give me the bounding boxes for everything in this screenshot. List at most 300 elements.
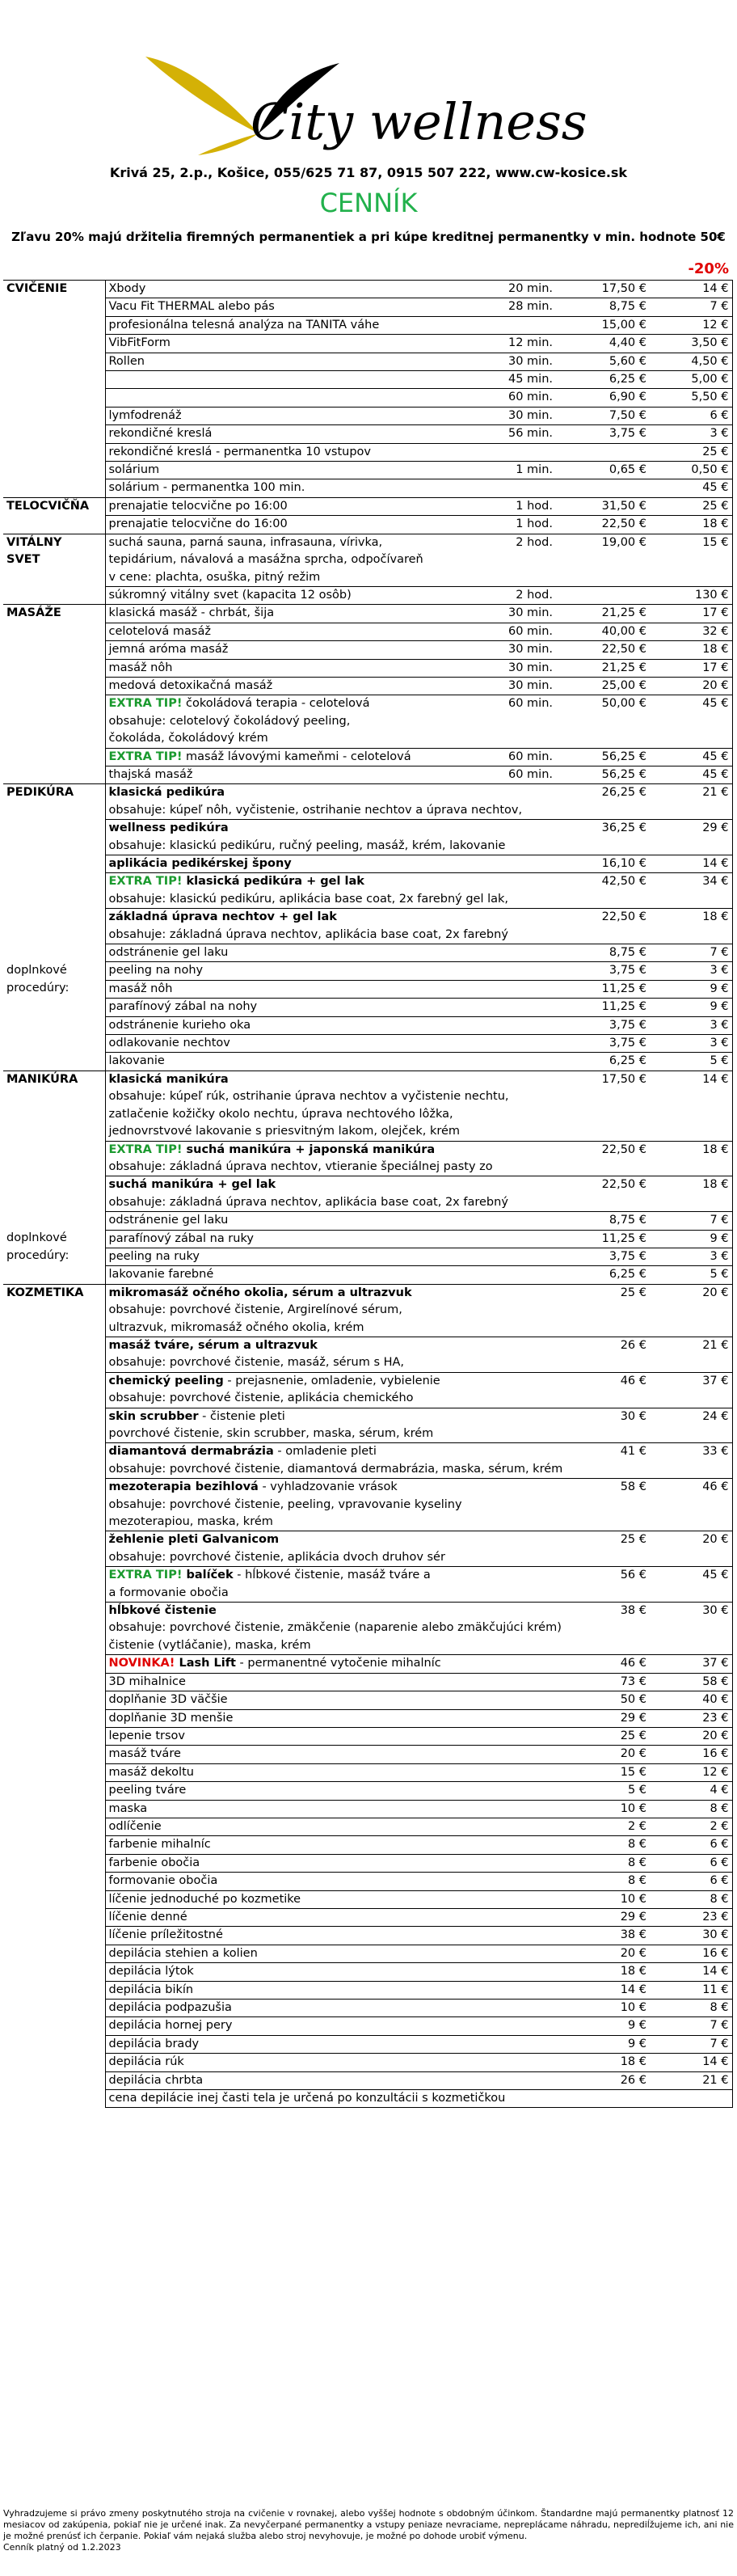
table-row	[3, 1053, 732, 1071]
discount-price-cell: 7 €	[650, 1212, 732, 1230]
duration-cell: 2 hod.	[501, 534, 561, 551]
duration-cell	[501, 909, 561, 927]
price-cell	[561, 551, 650, 568]
duration-cell	[501, 1727, 561, 1745]
discount-price-cell: 3 €	[650, 962, 732, 980]
category-cell	[3, 1497, 105, 1514]
category-cell	[3, 1585, 105, 1603]
category-cell	[3, 353, 105, 370]
service-text: odlakovanie nechtov	[108, 1037, 230, 1050]
discount-price-cell: 18 €	[650, 909, 732, 927]
table-row	[3, 1836, 732, 1854]
service-cell	[105, 1567, 501, 1585]
service-cell	[105, 1655, 501, 1673]
price-cell: 6,25 €	[561, 371, 650, 389]
price-cell: 3,75 €	[561, 425, 650, 443]
service-cell	[105, 1106, 501, 1123]
duration-cell	[501, 927, 561, 944]
service-text: jednovrstvové lakovanie s priesvitným lakom, olejček, krém	[108, 1125, 461, 1138]
table-row	[3, 1981, 732, 1999]
category-cell	[3, 1141, 105, 1159]
service-cell	[105, 1818, 501, 1835]
price-cell: 5,60 €	[561, 353, 650, 370]
duration-cell: 1 min.	[501, 462, 561, 479]
table-row	[3, 1106, 732, 1123]
discount-price-cell: 58 €	[650, 1673, 732, 1691]
discount-price-cell: 8 €	[650, 1800, 732, 1818]
category-cell	[3, 2000, 105, 2017]
table-row	[3, 927, 732, 944]
service-text: obsahuje: klasickú pedikúru, aplikácia base coat, 2x farebný gel lak,	[108, 892, 509, 906]
duration-cell: 30 min.	[501, 605, 561, 623]
duration-cell: 28 min.	[501, 298, 561, 316]
service-cell	[105, 1854, 501, 1872]
duration-cell	[501, 820, 561, 838]
service-cell	[105, 1497, 501, 1514]
service-text: peeling na ruky	[108, 1249, 200, 1263]
service-cell	[105, 1963, 501, 1981]
table-row	[3, 1194, 732, 1212]
table-row	[3, 980, 732, 998]
discount-price-cell: 16 €	[650, 1746, 732, 1763]
table-row	[3, 1890, 732, 1908]
table-row	[3, 1159, 732, 1176]
category-cell	[3, 1123, 105, 1141]
price-cell	[561, 1549, 650, 1567]
table-row	[3, 1071, 732, 1088]
service-text: klasická pedikúra + gel lak	[182, 875, 364, 889]
discount-price-cell: 17 €	[650, 605, 732, 623]
service-text: obsahuje: povrchové čistenie, aplikácia chemického	[108, 1391, 414, 1405]
table-row	[3, 1514, 732, 1531]
service-cell	[105, 1337, 501, 1354]
category-cell	[3, 1620, 105, 1636]
price-cell: 4,40 €	[561, 335, 650, 353]
duration-cell	[501, 1284, 561, 1302]
duration-cell	[501, 2017, 561, 2035]
discount-price-cell: 45 €	[650, 1567, 732, 1585]
table-row	[3, 479, 732, 497]
duration-cell	[501, 1585, 561, 1603]
service-text: obsahuje: základná úprava nechtov, aplikácia base coat, 2x farebný	[108, 927, 508, 941]
service-cell	[105, 766, 501, 783]
table-row	[3, 1337, 732, 1354]
service-cell	[105, 1320, 501, 1337]
price-cell: 20 €	[561, 1746, 650, 1763]
service-text: - omladenie pleti	[273, 1445, 377, 1459]
category-cell	[3, 1479, 105, 1497]
service-cell	[105, 1890, 501, 1908]
price-cell: 11,25 €	[561, 1230, 650, 1248]
price-cell: 42,50 €	[601, 875, 646, 889]
category-cell	[3, 1461, 105, 1479]
table-row	[3, 1461, 732, 1479]
category-cell	[3, 2071, 105, 2089]
price-cell: 46 €	[620, 1374, 646, 1387]
table-row	[3, 534, 732, 551]
service-text: lakovanie	[108, 1054, 165, 1068]
table-row	[3, 695, 732, 713]
table-row	[3, 623, 732, 640]
discount-price-cell	[650, 1106, 732, 1123]
price-cell: 38 €	[620, 1604, 646, 1618]
category-cell: VITÁLNY	[3, 534, 105, 551]
duration-cell	[501, 1945, 561, 1962]
page-title: CENNÍK	[319, 188, 418, 218]
price-cell: 5 €	[561, 1782, 650, 1800]
service-cell	[105, 2054, 501, 2071]
duration-cell	[501, 1782, 561, 1800]
duration-cell	[501, 1248, 561, 1265]
table-row	[3, 497, 732, 515]
table-row	[3, 962, 732, 980]
category-cell	[3, 838, 105, 855]
duration-cell	[501, 1836, 561, 1854]
service-text: doplňanie 3D väčšie	[108, 1693, 228, 1707]
duration-cell	[501, 1746, 561, 1763]
service-text: prenajatie telocvične do 16:00	[108, 517, 288, 531]
service-cell	[105, 479, 501, 497]
table-row	[3, 2000, 732, 2017]
service-cell	[105, 944, 501, 962]
discount-price-cell: 45 €	[650, 748, 732, 766]
discount-price-cell	[650, 1302, 732, 1319]
discount-price-cell	[650, 2090, 732, 2108]
promo-line: Zľavu 20% majú držitelia firemných permanentiek a pri kúpe kreditnej permanentky v min. hodnote 50€	[11, 230, 726, 244]
table-row	[3, 1637, 732, 1655]
discount-price-cell: 14 €	[650, 855, 732, 873]
duration-cell	[501, 1908, 561, 1926]
table-row	[3, 605, 732, 623]
service-cell	[105, 1141, 501, 1159]
logo-leaf-icon	[145, 57, 259, 133]
price-cell: 21,25 €	[561, 605, 650, 623]
service-cell	[105, 927, 508, 944]
service-cell	[105, 1123, 501, 1141]
service-text: líčenie denné	[108, 1910, 187, 1924]
discount-price-cell: 21 €	[650, 784, 732, 802]
table-row	[3, 1746, 732, 1763]
service-cell	[105, 1691, 501, 1709]
category-cell	[3, 1691, 105, 1709]
category-cell	[3, 1354, 105, 1372]
service-text: Vacu Fit THERMAL alebo pás	[108, 300, 275, 314]
category-cell	[3, 1302, 105, 1319]
duration-cell	[501, 569, 561, 587]
category-cell	[3, 1673, 105, 1691]
service-cell	[105, 1908, 501, 1926]
duration-cell	[501, 1372, 561, 1390]
service-text: jemná aróma masáž	[108, 643, 229, 657]
discount-price-cell: 4 €	[650, 1782, 732, 1800]
table-row	[3, 838, 732, 855]
discount-price-cell: 32 €	[650, 623, 732, 640]
service-cell	[105, 1673, 501, 1691]
footer-valid: Cenník platný od 1.2.2023	[3, 2542, 121, 2553]
service-text: líčenie príležitostné	[108, 1928, 223, 1942]
category-cell	[3, 569, 105, 587]
table-row	[3, 1818, 732, 1835]
category-cell	[3, 1390, 105, 1408]
service-text: masáž dekoltu	[108, 1765, 194, 1779]
duration-cell	[501, 1603, 561, 1620]
duration-cell	[501, 1927, 561, 1945]
category-cell	[3, 389, 105, 407]
price-cell	[561, 802, 650, 820]
discount-price-cell	[650, 1585, 732, 1603]
service-cell	[105, 1800, 501, 1818]
price-cell: 26,25 €	[561, 784, 650, 802]
discount-price-cell: 18 €	[650, 641, 732, 659]
price-cell	[561, 713, 650, 730]
service-cell	[105, 1549, 501, 1567]
duration-cell	[501, 999, 561, 1016]
service-cell	[105, 371, 501, 389]
service-cell	[105, 298, 501, 316]
category-cell	[3, 1908, 105, 1926]
service-cell	[105, 980, 501, 998]
duration-cell: 30 min.	[501, 407, 561, 424]
category-cell	[3, 462, 105, 479]
discount-price-cell	[650, 730, 732, 748]
service-cell	[105, 1782, 501, 1800]
service-cell	[105, 1035, 501, 1053]
table-row	[3, 1408, 732, 1425]
service-cell	[105, 891, 509, 909]
discount-price-cell: 21 €	[650, 1337, 732, 1354]
category-cell	[3, 425, 105, 443]
duration-cell: 60 min.	[501, 748, 561, 766]
category-cell	[3, 659, 105, 677]
category-cell	[3, 1709, 105, 1727]
category-cell	[3, 371, 105, 389]
service-text: thajská masáž	[108, 767, 193, 781]
service-text: hĺbkové čistenie	[108, 1604, 217, 1618]
duration-cell	[501, 2071, 561, 2089]
service-cell	[105, 551, 501, 568]
table-row	[3, 999, 732, 1016]
duration-cell: 30 min.	[501, 659, 561, 677]
service-cell	[105, 1302, 501, 1319]
price-cell: 11,25 €	[561, 980, 650, 998]
discount-price-cell: 46 €	[650, 1479, 732, 1497]
service-text: skin scrubber	[108, 1409, 199, 1423]
service-cell	[105, 569, 501, 587]
table-row	[3, 1763, 732, 1781]
table-row	[3, 1230, 732, 1248]
category-cell	[3, 999, 105, 1016]
service-cell	[105, 1194, 508, 1212]
duration-cell	[501, 1443, 561, 1461]
service-cell	[105, 1461, 563, 1479]
service-text: odstránenie kurieho oka	[108, 1018, 251, 1032]
category-cell	[3, 1194, 105, 1212]
table-row	[3, 462, 732, 479]
service-cell	[105, 1284, 501, 1302]
price-cell	[561, 1123, 650, 1141]
service-text: obsahuje: povrchové čistenie, aplikácia dvoch druhov sér	[108, 1550, 445, 1564]
price-cell	[561, 1390, 650, 1408]
discount-price-cell	[650, 1194, 732, 1212]
category-cell	[3, 623, 105, 640]
price-cell: 29 €	[561, 1709, 650, 1727]
duration-cell: 60 min.	[507, 697, 553, 711]
price-cell	[561, 730, 650, 748]
service-cell	[105, 802, 523, 820]
category-cell	[3, 677, 105, 695]
service-cell	[105, 838, 506, 855]
price-cell: 73 €	[561, 1673, 650, 1691]
table-row	[3, 316, 732, 334]
service-cell	[105, 784, 501, 802]
category-cell	[3, 586, 105, 604]
category-cell	[3, 1727, 105, 1745]
discount-price-cell: 7 €	[650, 2035, 732, 2053]
discount-price-cell: 12 €	[650, 316, 732, 334]
duration-cell	[501, 855, 561, 873]
discount-price-cell: 16 €	[650, 1945, 732, 1962]
service-text: depilácia hornej pery	[108, 2019, 233, 2033]
price-cell: 2 €	[561, 1818, 650, 1835]
duration-cell: 2 hod.	[501, 586, 561, 604]
duration-cell	[501, 891, 561, 909]
duration-cell	[501, 1818, 561, 1835]
service-text: depilácia stehien a kolien	[108, 1946, 258, 1960]
service-cell	[105, 748, 501, 766]
price-cell: 10 €	[561, 2000, 650, 2017]
service-cell	[105, 1637, 501, 1655]
category-cell	[3, 820, 105, 838]
service-text: čokoláda, čokoládový krém	[108, 732, 268, 745]
table-row	[3, 1035, 732, 1053]
category-cell	[3, 1106, 105, 1123]
duration-cell: 30 min.	[501, 353, 561, 370]
discount-price-cell: 3 €	[650, 1248, 732, 1265]
service-text: 3D mihalnice	[108, 1674, 186, 1688]
price-cell	[561, 479, 650, 497]
service-text: maska	[108, 1801, 148, 1815]
duration-cell	[501, 1549, 561, 1567]
table-row	[3, 1854, 732, 1872]
duration-cell	[501, 1016, 561, 1034]
service-cell	[105, 962, 501, 980]
discount-price-cell: 11 €	[650, 1981, 732, 1999]
discount-price-cell: 8 €	[650, 2000, 732, 2017]
service-text: základná úprava nechtov + gel lak	[108, 910, 337, 924]
category-cell	[3, 1320, 105, 1337]
table-row	[3, 443, 732, 461]
service-cell	[105, 335, 501, 353]
price-cell: 8,75 €	[561, 1212, 650, 1230]
table-row	[3, 873, 732, 891]
service-cell	[105, 1479, 501, 1497]
service-text: povrchové čistenie, skin scrubber, maska, sérum, krém	[108, 1427, 434, 1440]
duration-cell: 12 min.	[501, 335, 561, 353]
duration-cell	[501, 1567, 561, 1585]
price-cell: 46 €	[561, 1655, 650, 1673]
service-cell	[105, 425, 501, 443]
service-cell	[105, 1443, 501, 1461]
service-text: zatlačenie kožičky okolo nechtu, úprava nechtového lôžka,	[108, 1107, 453, 1121]
table-row	[3, 298, 732, 316]
duration-cell: 60 min.	[501, 766, 561, 783]
category-cell	[3, 1514, 105, 1531]
duration-cell	[501, 1266, 561, 1284]
category-cell	[3, 1016, 105, 1034]
duration-cell: 60 min.	[501, 623, 561, 640]
service-text: farbenie obočia	[108, 1856, 200, 1869]
duration-cell: 30 min.	[501, 677, 561, 695]
service-text: aplikácia pedikérskej špony	[108, 857, 292, 870]
service-text: Lash Lift	[175, 1657, 236, 1670]
discount-price-cell: 25 €	[650, 497, 732, 515]
discount-price-cell: 18 €	[650, 1141, 732, 1159]
table-row	[3, 1800, 732, 1818]
price-cell: 3,75 €	[561, 1248, 650, 1265]
duration-cell	[501, 1763, 561, 1781]
category-cell: SVET	[6, 553, 40, 567]
service-cell	[105, 2090, 506, 2108]
service-cell	[105, 623, 501, 640]
price-cell: 41 €	[620, 1445, 646, 1459]
category-cell	[3, 1531, 105, 1549]
price-cell	[561, 1585, 650, 1603]
discount-price-cell: 20 €	[650, 677, 732, 695]
price-cell	[561, 569, 650, 587]
service-text: obsahuje: povrchové čistenie, masáž, sérum s HA,	[108, 1356, 405, 1370]
service-text: mikromasáž očného okolia, sérum a ultrazvuk	[108, 1286, 412, 1299]
table-row	[3, 784, 732, 802]
service-text: EXTRA TIP!	[108, 1569, 183, 1582]
service-cell	[105, 1425, 501, 1443]
service-cell	[105, 1159, 501, 1176]
service-cell	[105, 281, 501, 298]
price-cell: 25,00 €	[561, 677, 650, 695]
service-text: VibFitForm	[108, 336, 171, 350]
service-text: masáž lávovými kameňmi - celotelová	[182, 750, 411, 763]
price-cell: 56,25 €	[561, 748, 650, 766]
discount-price-cell	[650, 891, 732, 909]
duration-cell: 20 min.	[501, 281, 561, 298]
duration-cell	[501, 1981, 561, 1999]
discount-price-cell: 2 €	[650, 1818, 732, 1835]
table-row	[3, 1531, 732, 1549]
duration-cell	[501, 1354, 561, 1372]
price-cell: 40,00 €	[561, 623, 650, 640]
price-cell: 9 €	[561, 2017, 650, 2035]
category-cell	[3, 2035, 105, 2053]
duration-cell	[501, 838, 561, 855]
category-cell	[3, 1818, 105, 1835]
service-text: lepenie trsov	[108, 1729, 185, 1742]
discount-price-cell: 20 €	[650, 1284, 732, 1302]
discount-price-cell	[650, 1159, 732, 1176]
price-cell: 15 €	[561, 1763, 650, 1781]
service-cell	[105, 2071, 501, 2089]
price-cell: 19,00 €	[561, 534, 650, 551]
price-cell: 10 €	[561, 1890, 650, 1908]
category-cell	[3, 1873, 105, 1890]
service-cell	[105, 462, 501, 479]
price-cell: 6,25 €	[561, 1053, 650, 1071]
category-cell	[3, 730, 105, 748]
service-cell	[105, 443, 501, 461]
category-cell	[3, 1655, 105, 1673]
service-cell	[105, 497, 501, 515]
table-row	[3, 516, 732, 534]
table-row	[3, 2017, 732, 2035]
service-text: čistenie (vytláčanie), maska, krém	[108, 1638, 311, 1652]
